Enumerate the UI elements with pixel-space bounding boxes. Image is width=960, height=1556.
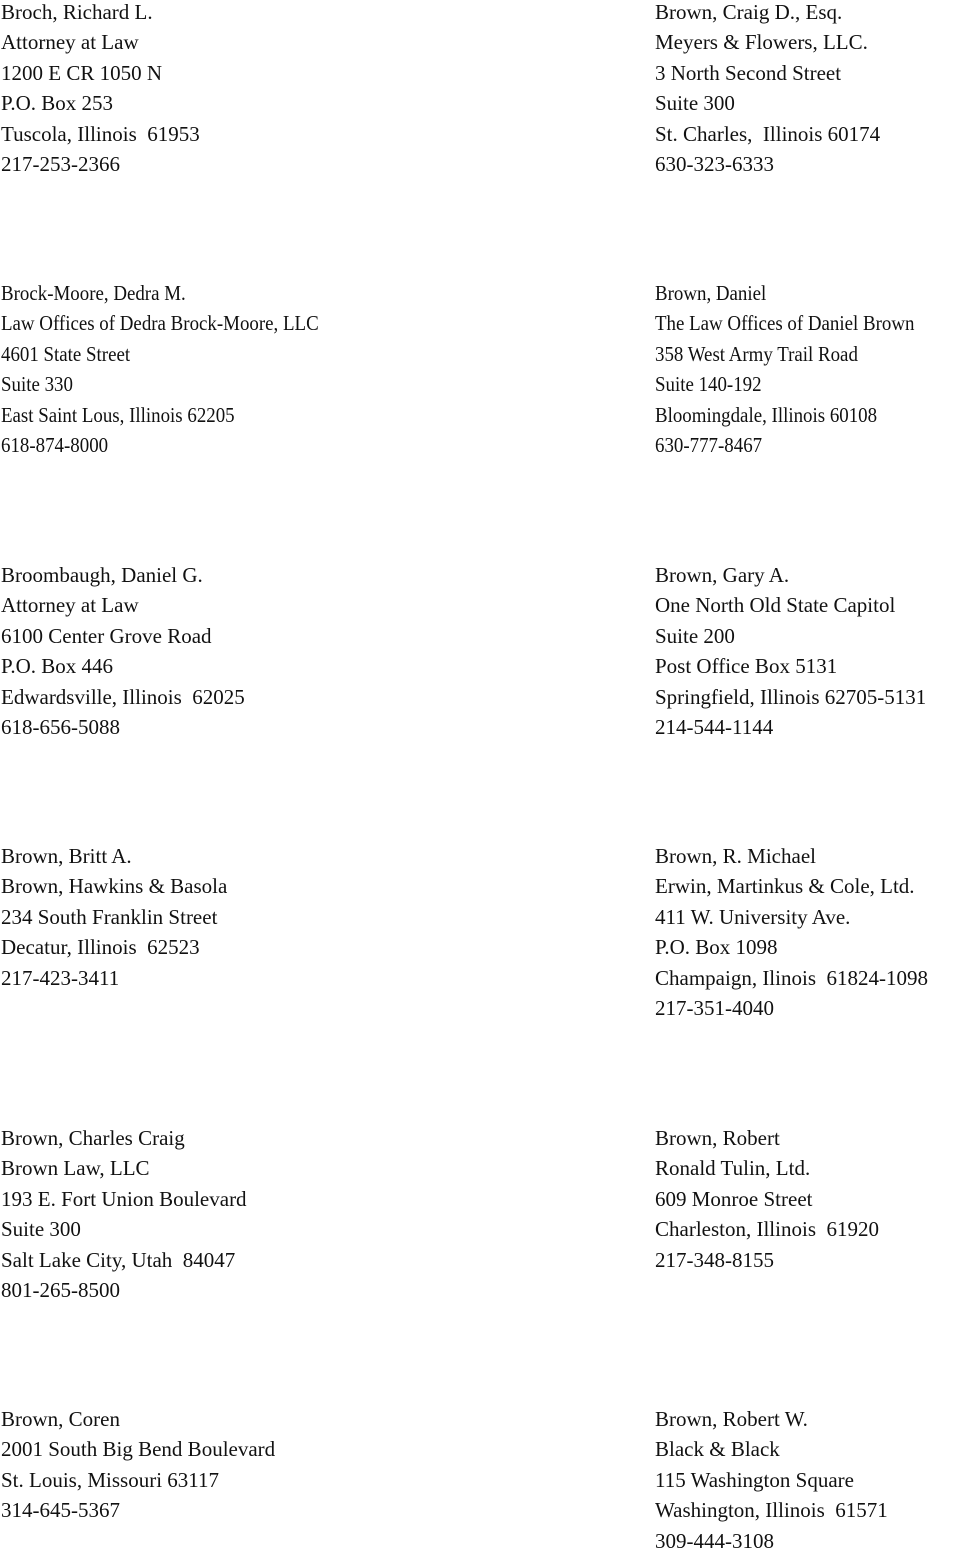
entry-line: 801-265-8500 [1, 1278, 120, 1303]
entry-line: St. Charles, Illinois 60174 [655, 121, 881, 146]
entry-line: Bloomingdale, Illinois 60108 [655, 402, 878, 427]
entry-line: Brown, Hawkins & Basola [1, 874, 228, 899]
entry-line: P.O. Box 1098 [655, 935, 778, 960]
entry-line: Ronald Tulin, Ltd. [655, 1156, 811, 1181]
attorney-entry-right [655, 0, 880, 179]
attorney-entry-right [655, 1404, 888, 1556]
attorney-name: Brown, Charles Craig [1, 1126, 185, 1150]
attorney-name: Brown, Britt A. [1, 844, 132, 868]
entry-line: Charleston, Illinois 61920 [655, 1217, 879, 1242]
entry-line: 411 W. University Ave. [655, 904, 851, 929]
entry-line: Meyers & Flowers, LLC. [655, 30, 868, 55]
entry-line: 115 Washington Square [655, 1467, 854, 1492]
attorney-entry-left [1, 0, 200, 179]
entry-line: Decatur, Illinois 62523 [1, 935, 200, 960]
entry-line: P.O. Box 253 [1, 91, 114, 116]
attorney-name: Brown, Coren [1, 1407, 120, 1431]
entry-line: 217-351-4040 [655, 996, 774, 1021]
attorney-entry-left [1, 560, 245, 742]
entry-line: Suite 330 [1, 372, 73, 397]
entry-line: Suite 300 [655, 91, 735, 116]
entry-line: Law Offices of Dedra Brock-Moore, LLC [1, 311, 319, 336]
entry-line: 314-645-5367 [1, 1498, 120, 1523]
attorney-entry-right [655, 278, 914, 460]
entry-line: P.O. Box 446 [1, 654, 114, 679]
entry-line: The Law Offices of Daniel Brown [655, 311, 915, 336]
entry-line: Attorney at Law [1, 30, 139, 55]
attorney-name: Brown, Robert W. [655, 1407, 808, 1431]
entry-line: Springfield, Illinois 62705-5131 [655, 684, 927, 709]
attorney-name: Brown, Craig D., Esq. [655, 0, 843, 24]
entry-line: One North Old State Capitol [655, 593, 896, 618]
entry-line: Post Office Box 5131 [655, 654, 838, 679]
entry-line: Suite 200 [655, 623, 735, 648]
entry-line: Washington, Illinois 61571 [655, 1498, 888, 1523]
attorney-name: Brown, Gary A. [655, 563, 790, 587]
attorney-entry-left [1, 841, 227, 993]
attorney-entry-right [655, 1123, 879, 1275]
entry-line: 217-348-8155 [655, 1247, 774, 1272]
attorney-name: Broch, Richard L. [1, 0, 153, 24]
attorney-name: Brown, R. Michael [655, 844, 816, 868]
entry-line: Salt Lake City, Utah 84047 [1, 1247, 236, 1272]
entry-line: Brown Law, LLC [1, 1156, 150, 1181]
entry-line: 2001 South Big Bend Boulevard [1, 1437, 276, 1462]
entry-line: Suite 300 [1, 1217, 81, 1242]
entry-line: 234 South Franklin Street [1, 904, 218, 929]
entry-line: Erwin, Martinkus & Cole, Ltd. [655, 874, 915, 899]
entry-line: Attorney at Law [1, 593, 139, 618]
attorney-name: Brown, Robert [655, 1126, 780, 1150]
entry-line: Tuscola, Illinois 61953 [1, 121, 200, 146]
attorney-entry-right [655, 841, 928, 1023]
attorney-name: Broombaugh, Daniel G. [1, 563, 203, 587]
entry-line: 630-323-6333 [655, 152, 774, 177]
entry-line: 618-874-8000 [1, 433, 109, 458]
entry-line: 3 North Second Street [655, 60, 842, 85]
attorney-name: Brown, Daniel [655, 281, 767, 305]
attorney-entry-right [655, 560, 926, 742]
entry-line: Black & Black [655, 1437, 780, 1462]
entry-line: 609 Monroe Street [655, 1186, 813, 1211]
attorney-entry-left [1, 278, 319, 460]
entry-line: St. Louis, Missouri 63117 [1, 1467, 219, 1492]
entry-line: 618-656-5088 [1, 715, 120, 740]
entry-line: 1200 E CR 1050 N [1, 60, 163, 85]
entry-line: Suite 140-192 [655, 372, 762, 397]
attorney-entry-left [1, 1404, 275, 1526]
entry-line: Champaign, Ilinois 61824-1098 [655, 965, 928, 990]
attorney-entry-left [1, 1123, 247, 1305]
entry-line: 6100 Center Grove Road [1, 623, 212, 648]
entry-line: 214-544-1144 [655, 715, 774, 740]
entry-line: 358 West Army Trail Road [655, 341, 858, 366]
entry-line: 309-444-3108 [655, 1528, 774, 1553]
entry-line: 630-777-8467 [655, 433, 763, 458]
attorney-name: Brock-Moore, Dedra M. [1, 281, 186, 305]
entry-line: 4601 State Street [1, 341, 131, 366]
entry-line: 217-253-2366 [1, 152, 120, 177]
entry-line: Edwardsville, Illinois 62025 [1, 684, 245, 709]
entry-line: East Saint Lous, Illinois 62205 [1, 402, 235, 427]
entry-line: 217-423-3411 [1, 965, 120, 990]
entry-line: 193 E. Fort Union Boulevard [1, 1186, 247, 1211]
